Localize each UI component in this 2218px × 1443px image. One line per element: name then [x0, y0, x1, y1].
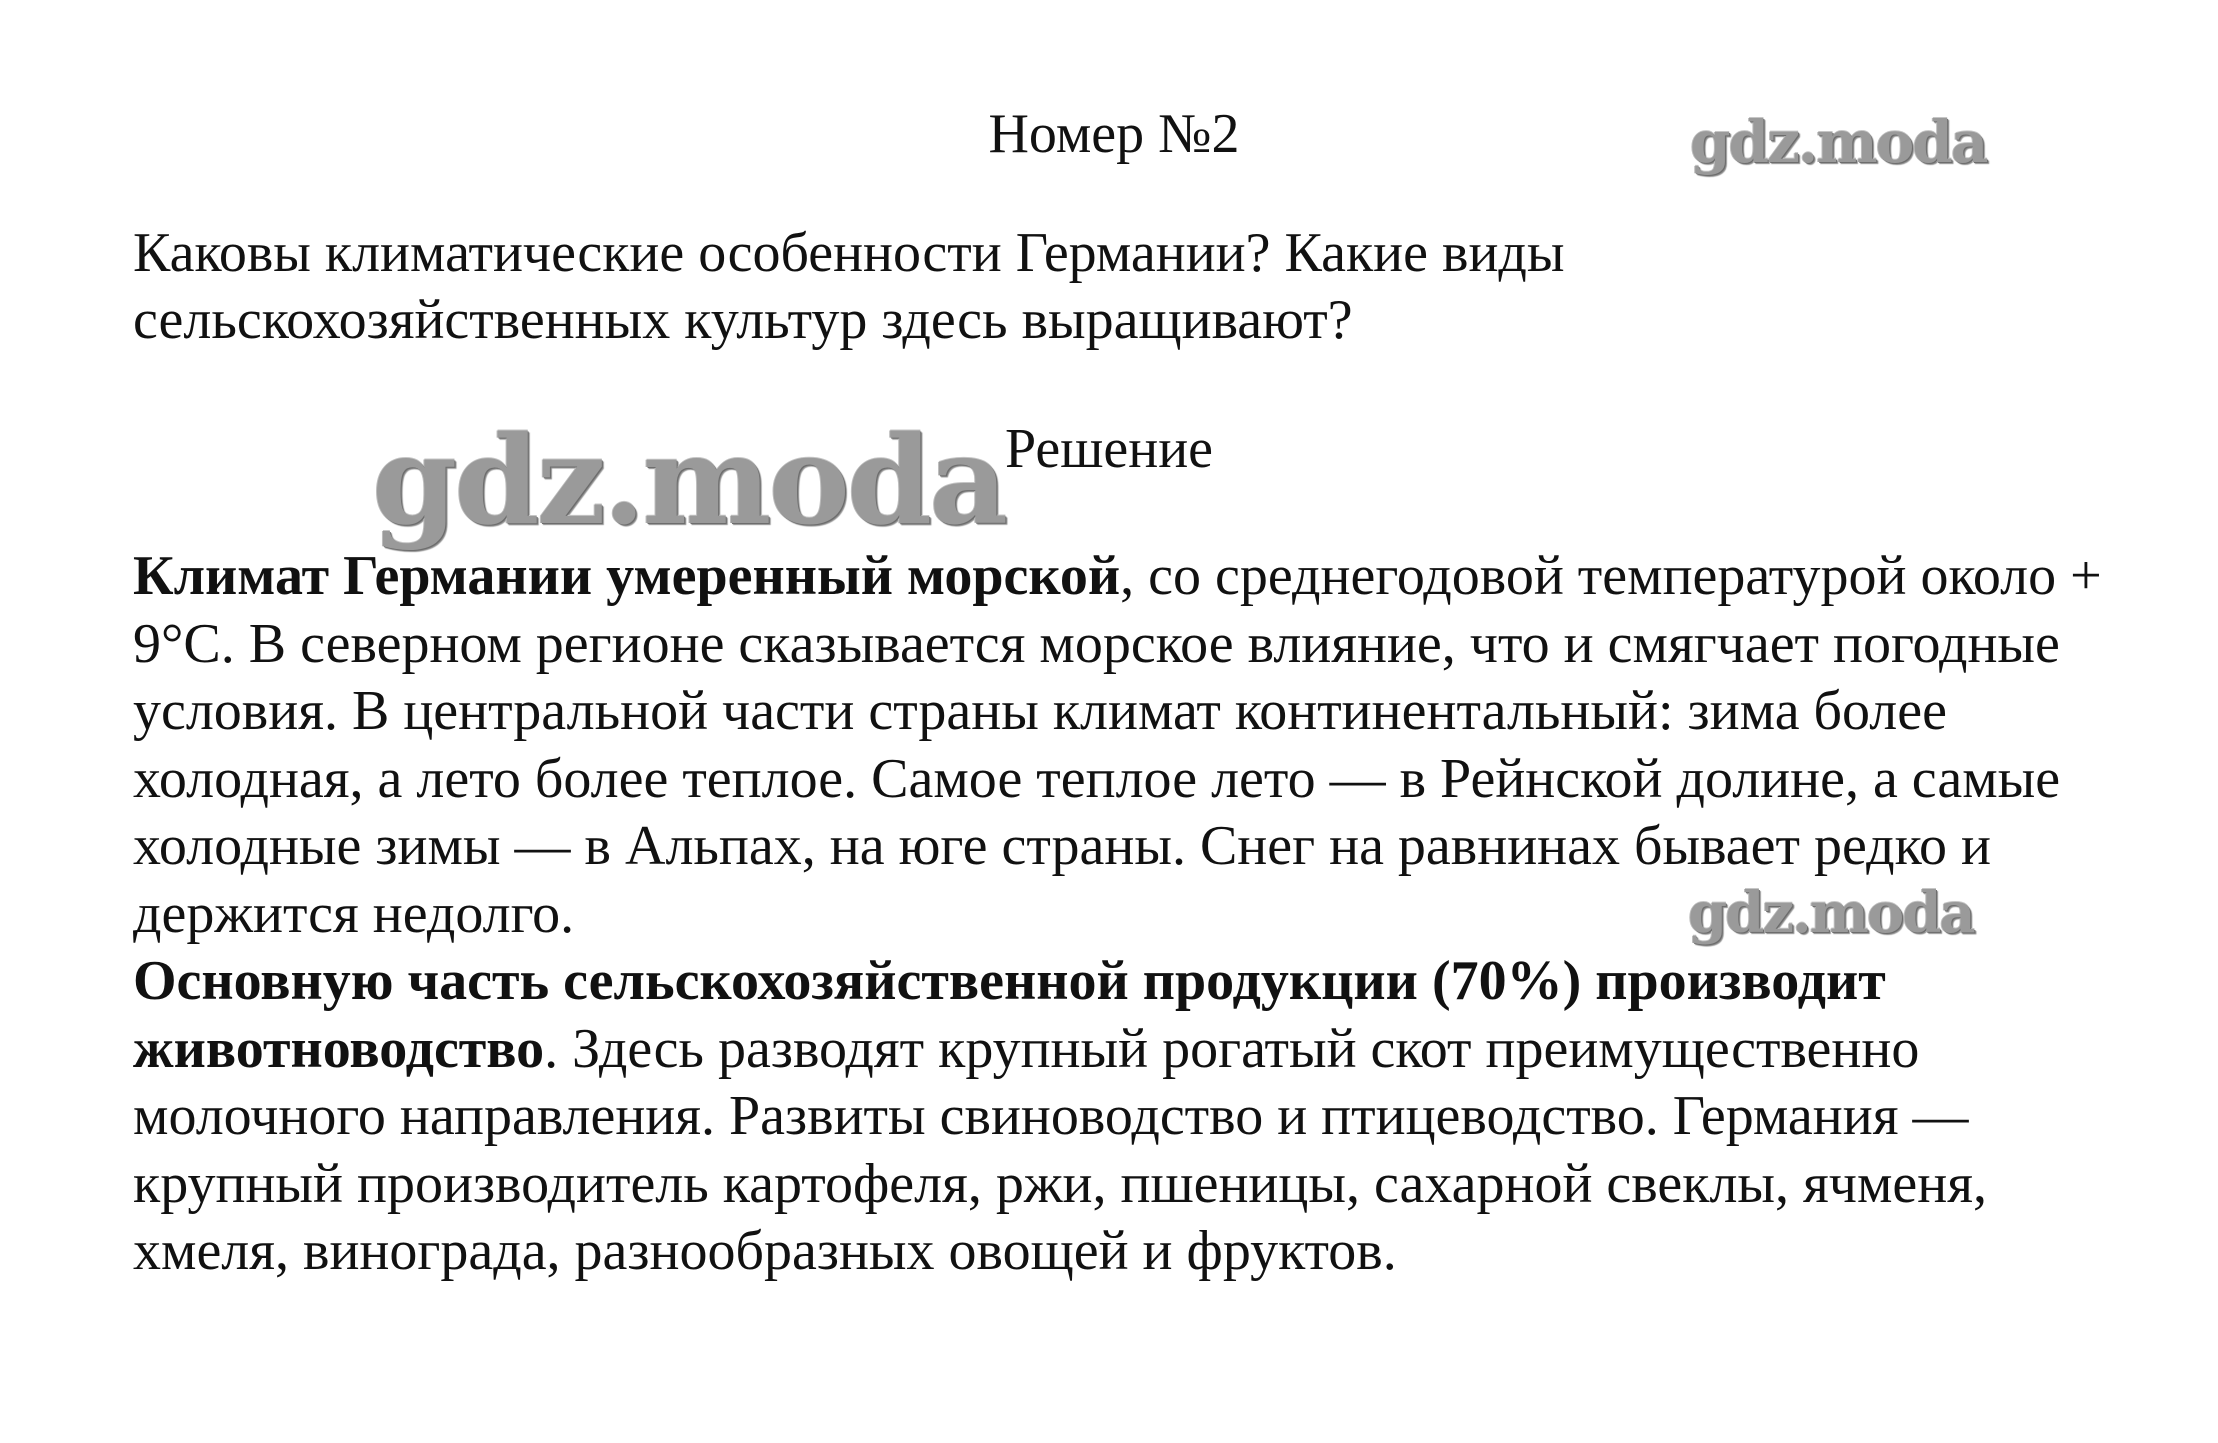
question-text: Каковы климатические особенности Германии? Какие виды сельскохозяйственных культур здесь выращивают?: [133, 222, 1565, 351]
agriculture-details: . Здесь разводят крупный рогатый скот преимущественно молочного направления. Развиты свиноводство и птицеводство. Германия — крупный производитель картофеля, ржи, пшеницы, сахарной свеклы, ячменя, хмеля, винограда, разнообразных овощей и фруктов.: [133, 1017, 1987, 1282]
watermark-logo-large: gdz.moda: [372, 408, 1006, 552]
watermark-logo-inline: gdz.moda: [1688, 880, 1974, 946]
solution-label: Решение: [1005, 418, 1214, 480]
watermark-logo-top: gdz.moda: [1690, 108, 1987, 176]
exercise-number-heading: Номер №2: [988, 103, 1240, 165]
agriculture-paragraph: [133, 948, 2103, 1286]
climate-details: , со среднегодовой температурой около + 9°C. В северном регионе сказывается морское влияние, что и смягчает погодные условия. В центральной части страны климат континентальный: зима более холодная, а лето более теплое. Самое теплое лето — в Рейнской долине, а самые холодные зимы — в Альпах, на юге страны. Снег на равнинах бывает редко и держится недолго.: [133, 545, 2102, 945]
climate-key-statement: Климат Германии умеренный морской: [133, 545, 1121, 607]
agriculture-key-statement: Основную часть сельскохозяйственной продукции (70%) производит животноводство: [133, 950, 1886, 1080]
